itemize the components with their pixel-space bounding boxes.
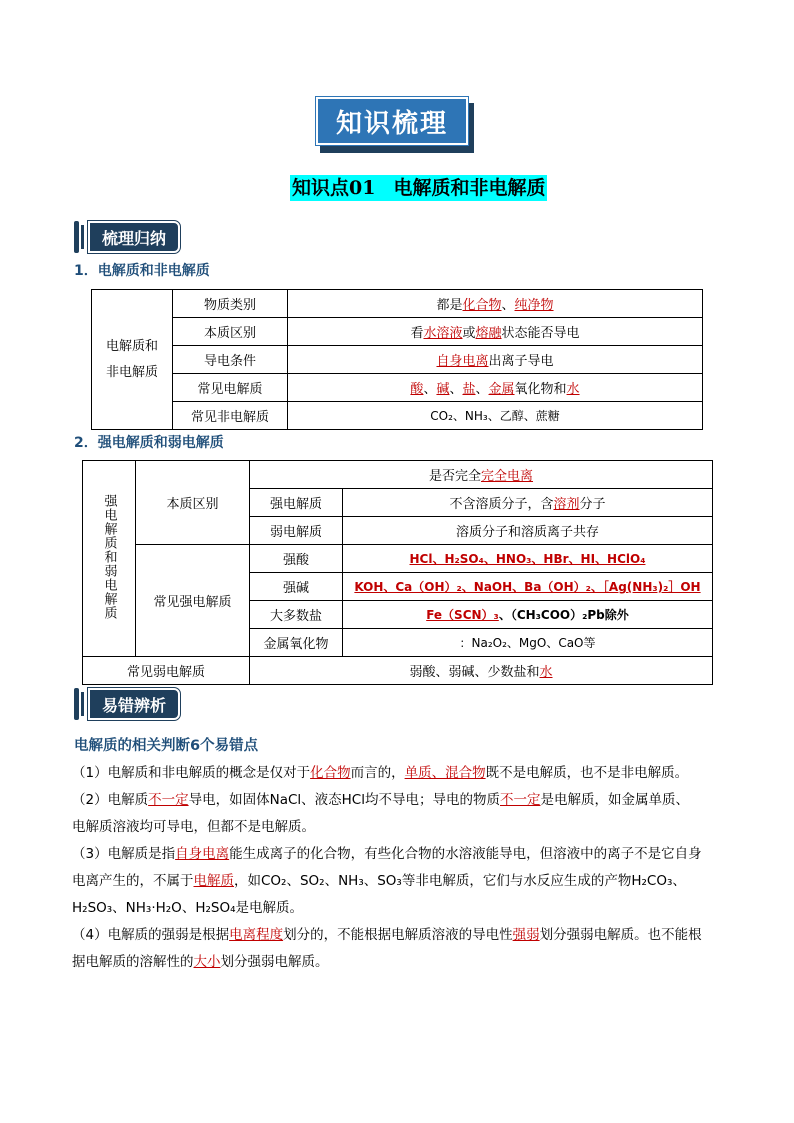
highlight: 纯净物 bbox=[514, 298, 554, 313]
highlight: 水溶液 bbox=[423, 326, 463, 341]
table-row bbox=[83, 545, 713, 573]
text: 据电解质的溶解性的 bbox=[72, 954, 194, 970]
row-label: 常见非电解质 bbox=[173, 402, 288, 430]
highlight: 化合物 bbox=[310, 765, 351, 781]
nature-header bbox=[250, 461, 713, 489]
text: 电离产生的，不属于 bbox=[72, 873, 194, 889]
kp-code: 知识点01 bbox=[292, 177, 376, 199]
text: ，如CO₂、SO₂、NH₃、SO₃等非电解质，它们与水反应生成的产物H₂CO₃、 bbox=[234, 873, 686, 889]
vertical-label-cell bbox=[83, 461, 136, 657]
highlight: 自身电离 bbox=[436, 354, 489, 369]
text: 是否完全 bbox=[428, 469, 481, 484]
section2-title: 2．强电解质和弱电解质 bbox=[74, 435, 224, 451]
error-item-2-cont: 电解质溶液均可导电，但都不是电解质。 bbox=[72, 819, 315, 835]
base-value bbox=[343, 573, 713, 601]
highlight: 金属 bbox=[488, 382, 515, 397]
text: 能生成离子的化合物，有些化合物的水溶液能导电，但溶液中的离子不是它自身 bbox=[229, 846, 702, 862]
error-item-2 bbox=[72, 787, 732, 814]
highlight: 电离程度 bbox=[229, 927, 284, 943]
group-label-line: 电解质和 bbox=[105, 338, 158, 354]
acid-label: 强酸 bbox=[250, 545, 343, 573]
table-row bbox=[83, 657, 713, 685]
strong-label: 强电解质 bbox=[250, 489, 343, 517]
error-item-4 bbox=[72, 922, 732, 949]
tag-bar bbox=[81, 225, 84, 249]
group-label bbox=[92, 290, 173, 430]
text: 状态能否导电 bbox=[501, 326, 580, 341]
text: 或 bbox=[462, 326, 476, 341]
tag-summary bbox=[74, 221, 180, 253]
text: 、 bbox=[449, 382, 463, 397]
highlight: 水 bbox=[539, 665, 553, 680]
text: 而言的， bbox=[350, 765, 405, 781]
table-electrolytes bbox=[91, 289, 703, 430]
row-label: 常见电解质 bbox=[173, 374, 288, 402]
common-weak-label: 常见弱电解质 bbox=[83, 657, 250, 685]
section-header bbox=[316, 97, 476, 153]
tag-label: 梳理归纳 bbox=[88, 221, 180, 253]
text: 出离子导电 bbox=[488, 354, 554, 369]
errors-heading: 电解质的相关判断6个易错点 bbox=[74, 738, 259, 754]
weak-value: 溶质分子和溶质离子共存 bbox=[343, 517, 713, 545]
highlight: Fe（SCN）₃ bbox=[426, 608, 499, 622]
errors-body bbox=[72, 760, 732, 976]
nature-label: 本质区别 bbox=[136, 461, 250, 545]
vertical-label: 强电解质和弱电解质 bbox=[101, 493, 117, 620]
error-item-1 bbox=[72, 760, 732, 787]
highlight: KOH、Ca（OH）₂、NaOH、Ba（OH）₂、［Ag(NH₃)₂］OH bbox=[354, 580, 701, 594]
error-item-3 bbox=[72, 841, 732, 868]
section1-title: 1．电解质和非电解质 bbox=[74, 263, 210, 279]
acid-value bbox=[343, 545, 713, 573]
row-value: CO₂、NH₃、乙醇、蔗糖 bbox=[288, 402, 703, 430]
text: 导电，如固体NaCl、液态HCl均不导电；导电的物质 bbox=[188, 792, 500, 808]
highlight: 酸 bbox=[410, 382, 424, 397]
highlight: 溶剂 bbox=[553, 497, 580, 512]
text: （1）电解质和非电解质的概念是仅对于 bbox=[72, 765, 311, 781]
row-label: 物质类别 bbox=[173, 290, 288, 318]
tag-bar bbox=[81, 692, 84, 716]
highlight: 不一定 bbox=[499, 792, 541, 808]
base-label: 强碱 bbox=[250, 573, 343, 601]
table-row bbox=[92, 402, 703, 430]
text: 、 bbox=[475, 382, 489, 397]
tag-bar bbox=[74, 688, 79, 720]
text: 划分强弱电解质。也不能根 bbox=[539, 927, 702, 943]
header-title: 知识梳理 bbox=[316, 97, 468, 145]
salt-label: 大多数盐 bbox=[250, 601, 343, 629]
table-row bbox=[92, 318, 703, 346]
text: 看 bbox=[410, 326, 424, 341]
highlight: 水 bbox=[566, 382, 580, 397]
text: （2）电解质 bbox=[72, 792, 149, 808]
highlight: 电解质 bbox=[193, 873, 234, 889]
tag-label: 易错辨析 bbox=[88, 688, 180, 720]
highlight: 自身电离 bbox=[175, 846, 230, 862]
text: 都是 bbox=[436, 298, 463, 313]
strong-value bbox=[343, 489, 713, 517]
highlight: 单质、混合物 bbox=[404, 765, 486, 781]
salt-value bbox=[343, 601, 713, 629]
text: 弱酸、弱碱、少数盐和 bbox=[409, 665, 540, 680]
row-value bbox=[288, 318, 703, 346]
highlight: 强弱 bbox=[512, 927, 540, 943]
text: 是电解质，如金属单质、 bbox=[540, 792, 689, 808]
text: 划分的，不能根据电解质溶液的导电性 bbox=[283, 927, 513, 943]
error-item-4-cont bbox=[72, 949, 732, 976]
group-label-line: 非电解质 bbox=[105, 364, 158, 380]
highlight: 熔融 bbox=[475, 326, 502, 341]
error-item-3-cont2: H₂SO₃、NH₃·H₂O、H₂SO₄是电解质。 bbox=[72, 900, 303, 916]
row-value bbox=[288, 374, 703, 402]
weak-label: 弱电解质 bbox=[250, 517, 343, 545]
table-row bbox=[83, 461, 713, 489]
tag-errors bbox=[74, 688, 180, 720]
highlight: 大小 bbox=[193, 954, 221, 970]
text: （3）电解质是指 bbox=[72, 846, 176, 862]
highlight: 不一定 bbox=[148, 792, 189, 808]
table-row bbox=[92, 374, 703, 402]
highlight: 化合物 bbox=[462, 298, 502, 313]
highlight: 碱 bbox=[436, 382, 450, 397]
table-row bbox=[92, 346, 703, 374]
text: 、 bbox=[423, 382, 437, 397]
highlight: 完全电离 bbox=[481, 469, 534, 484]
oxide-label: 金属氧化物 bbox=[250, 629, 343, 657]
row-value bbox=[288, 290, 703, 318]
error-item-3-cont bbox=[72, 868, 732, 895]
text: 划分强弱电解质。 bbox=[220, 954, 329, 970]
text: 氧化物和 bbox=[514, 382, 567, 397]
text: 分子 bbox=[579, 497, 606, 512]
row-label: 导电条件 bbox=[173, 346, 288, 374]
tag-bar bbox=[74, 221, 79, 253]
kp-name: 电解质和非电解质 bbox=[393, 177, 546, 199]
common-weak-value bbox=[250, 657, 713, 685]
oxide-value: ：Na₂O₂、MgO、CaO等 bbox=[343, 629, 713, 657]
text: 既不是电解质，也不是非电解质。 bbox=[485, 765, 689, 781]
row-value bbox=[288, 346, 703, 374]
text: 、 bbox=[501, 298, 515, 313]
highlight: HCl、H₂SO₄、HNO₃、HBr、HI、HClO₄ bbox=[409, 552, 646, 566]
highlight: 盐 bbox=[462, 382, 476, 397]
knowledge-point-title bbox=[290, 175, 547, 201]
table-row bbox=[92, 290, 703, 318]
row-label: 本质区别 bbox=[173, 318, 288, 346]
text: （4）电解质的强弱是根据 bbox=[72, 927, 230, 943]
table-strong-weak bbox=[82, 460, 713, 685]
common-strong-label: 常见强电解质 bbox=[136, 545, 250, 657]
text: 、（CH₃COO）₂Pb除外 bbox=[498, 608, 629, 622]
text: 不含溶质分子，含 bbox=[449, 497, 554, 512]
